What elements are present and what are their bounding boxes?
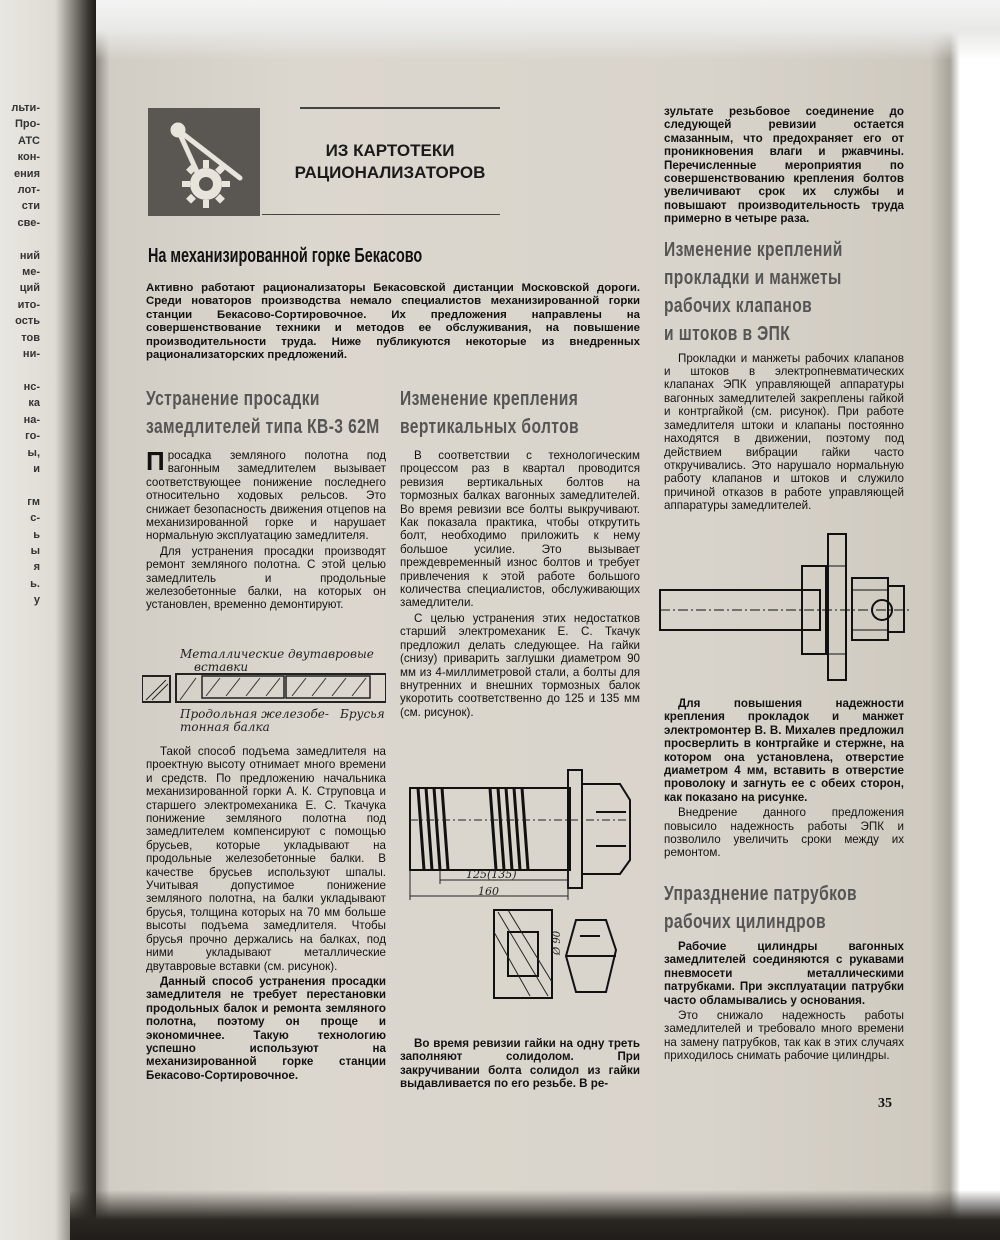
figure2-bolt-drawing	[400, 760, 640, 1020]
left-fragment-line: ито-	[17, 298, 40, 311]
left-fragment-line: лот-	[17, 184, 40, 197]
section4-paragraph-2: Это снижало надежность работы замедлителей и требовало много времени на замену патрубков, так как в этих случаях приходилось снимать рабочие цилиндры.	[664, 1008, 904, 1063]
section4-title-line1: Упразднение патрубков	[664, 882, 858, 905]
scan-bottom-edge	[70, 1190, 1000, 1240]
section3-title-line4: и штоков в ЭПК	[664, 322, 791, 345]
left-fragment-line: я	[33, 561, 40, 574]
figure3-valve-drawing	[652, 526, 912, 688]
left-fragment-line: ь	[33, 528, 40, 541]
left-fragment-line: го-	[25, 430, 40, 443]
section2-title-line2: вертикальных болтов	[400, 416, 580, 438]
section4-title-line2: рабочих цилиндров	[664, 910, 826, 933]
figure1-label-bottom-line2: тонная балка	[180, 720, 270, 734]
left-fragment-line: тов	[21, 331, 40, 344]
article-intro: Активно работают рационализаторы Бекасовской дистанции Московской дороги. Среди новаторов производства немало специалистов механизированной горки станции Бекасово-Сортировочное. Их предложения направлены на совершенствование техники и методов ее обслуживания, на повышение производительности труда. Ниже публикуются некоторые из внедренных рационализаторских предложений.	[146, 282, 640, 362]
left-fragment-line: ка	[28, 397, 40, 410]
left-fragment-line: Про-	[14, 118, 40, 131]
left-fragment-line: ний	[19, 249, 40, 262]
header-rule-top	[300, 107, 500, 109]
left-fragment-line: нс-	[23, 380, 40, 393]
left-fragment-line: и	[33, 462, 40, 475]
left-fragment-line	[2, 477, 40, 493]
left-fragment-line: АТС	[17, 134, 40, 147]
figure1-label-top	[180, 648, 374, 674]
section1-paragraph-1	[146, 446, 386, 543]
left-fragment-line: ь.	[30, 577, 40, 590]
scan-top-edge	[0, 0, 1000, 60]
column-1	[146, 385, 386, 614]
figure2-dim-3: Ø 90	[552, 930, 563, 955]
section1-paragraph-3: Такой способ подъема замедлителя на проектную высоту отнимает много времени и средств. По предложению начальника механизированной горки А. К. Струповца и старшего электромеханика Е. С. Ткачука понижение земляного полотна под замедлителем компенсируют с помощью брусьев, которые укладывают на продольные железобетонные балки. В качестве брусьев используют шпалы. Учитывая допустимое понижение земляного полотна, на балки укладывают брусья, толщина которых на 70 мм больше высоты подъема замедлителя. Чтобы брусья прочно держались на балках, под ними укладывают металлические двутавровые вставки (см. рисунок).	[146, 745, 386, 973]
left-fragment-line: гм	[27, 495, 40, 508]
section1-title-line1: Устранение просадки	[146, 388, 320, 410]
figure1-label-top-line1: Металлические двутавровые	[180, 647, 374, 661]
left-fragment-line	[2, 363, 40, 379]
section3-paragraph-1: Прокладки и манжеты рабочих клапанов и штоков в электропневматических клапанах ЭПК управляющей аппаратуры вагонных замедлителей закреплены гайкой и контргайкой (см. рисунок). При работе замедлителя штоки и клапаны постоянно находятся в движении, поэтому под действием вибрации гайки часто откручивались. Это нарушало нормальную работу клапанов и штоков и служило причиной отказов в работе управляющей аппаратуры замедлителей.	[664, 351, 904, 513]
section1-paragraph-1-text: росадка земляного полотна под вагонным замедлителем вызывает соответствующее понижение последнего относительно ходовых рельсов. Это снижает безопасность движения отцепов на механизированной горке и нарушает нормальную эксплуатацию замедлителя.	[146, 449, 386, 543]
column-2-continued	[400, 1037, 640, 1093]
section3-paragraph-2: Для повышения надежности крепления прокладок и манжет электромонтер В. В. Михалев предложил просверлить в контргайке и стержне, на котором она установлена, отверстие диаметром 4 мм, вставить в отверстие проволоку и загнуть ее с обеих сторон, как показано на рисунке.	[664, 697, 904, 804]
section1-paragraph-2: Для устранения просадки производят ремонт земляного полотна. С этой целью замедлитель и продольные железобетонные балки, на которых он установлен, временно демонтируют.	[146, 544, 386, 612]
section3-title-line2: прокладки и манжеты	[664, 266, 842, 289]
left-page-fragment	[2, 100, 40, 609]
left-fragment-line: у	[33, 594, 40, 607]
left-fragment-line: ы	[30, 544, 40, 557]
article-title: На механизированной горке Бекасово	[148, 245, 423, 267]
section-header-line1: ИЗ КАРТОТЕКИ	[325, 141, 455, 160]
left-fragment-line: льти-	[11, 102, 40, 114]
left-fragment-line: све-	[17, 216, 40, 229]
figure1-label-bottom	[180, 708, 329, 734]
left-fragment-line: сти	[21, 200, 40, 213]
figure1-label-bruski: Брусья	[340, 707, 385, 721]
left-fragment-line: ций	[19, 282, 40, 295]
section-header-line2: РАЦИОНАЛИЗАТОРОВ	[294, 163, 486, 182]
compass-gear-icon	[148, 108, 260, 216]
left-fragment-line: ы,	[27, 446, 40, 459]
column-2	[400, 385, 640, 721]
left-fragment-line: ения	[14, 167, 40, 180]
left-fragment-line: ни-	[22, 348, 40, 361]
figure1-drawing	[142, 672, 386, 706]
figure2-dim-1: 125(135)	[466, 868, 517, 881]
section4-title	[664, 880, 904, 936]
left-fragment-line: с-	[30, 512, 40, 525]
section2-paragraph-1: В соответствии с технологическим процессом раз в квартал проводится ревизия вертикальных болтов на тормозных балках вагонных замедлителей. Во время ревизии все болты выкручивают. Как показала практика, чтобы открутить болт, необходимо приложить к нему большое усилие. Это вызывает преждевременный износ болтов и требует привлечения к этой работе большого количества специалистов, обслуживающих замедлители.	[400, 449, 640, 610]
page-number: 35	[878, 1096, 892, 1111]
column-3-continued	[664, 697, 904, 1065]
section4-paragraph-1: Рабочие цилиндры вагонных замедлителей соединяются с рукавами пневмосети металлическими патрубками. При эксплуатации патрубки часто обламывались у основания.	[664, 939, 904, 1007]
dropcap: П	[146, 446, 165, 476]
column-3	[664, 105, 904, 515]
section-header	[270, 140, 510, 184]
section2-title-line1: Изменение крепления	[400, 388, 579, 410]
section3-title	[664, 236, 904, 348]
left-fragment-line: ме-	[22, 266, 40, 279]
header-rule-bottom	[262, 214, 500, 215]
figure2-dim-2: 160	[478, 885, 499, 898]
left-fragment-line: кон-	[17, 151, 40, 164]
section3-paragraph-3: Внедрение данного предложения повысило надежность работы ЭПК и позволило увеличить сроки между их ремонтом.	[664, 806, 904, 860]
left-fragment-line	[2, 231, 40, 247]
section3-title-line1: Изменение креплений	[664, 238, 843, 261]
section2-paragraph-3: Во время ревизии гайки на одну треть заполняют солидолом. При закручивании болта солидол из гайки выдавливается по его резьбе. В ре-	[400, 1037, 640, 1091]
section2-paragraph-2: С целью устранения этих недостатков старший электромеханик Е. С. Ткачук предложил делать следующее. На гайки (снизу) приварить заглушки диаметром 90 мм из 4-миллиметровой стали, а болты для внутренних и внешних тормозных балок укоротить соответственно до 125 и 135 мм (см. рисунок).	[400, 611, 640, 719]
section1-paragraph-4: Данный способ устранения просадки замедлителя не требует перестановки продольных балок и ремонта земляного полотна, поэтому он проще и экономичнее. Такую технологию успешно используют на механизированной горке станции Бекасово-Сортировочное.	[146, 974, 386, 1082]
left-fragment-line: ость	[15, 315, 40, 328]
figure1-label-top-line2: вставки	[194, 660, 249, 674]
figure1-label-bottom-line1: Продольная железобе-	[180, 707, 329, 721]
section3-title-line3: рабочих клапанов	[664, 294, 813, 317]
section2-continuation: зультате резьбовое соединение до следующей ревизии остается смазанным, что предохраняет его от проникновения влаги и ржавчины. Перечисленные мероприятия по совершенствованию крепления болтов увеличивают срок их службы и повышают производительность труда примерно в четыре раза.	[664, 105, 904, 226]
left-fragment-line: на-	[23, 413, 40, 426]
column-1-continued	[146, 745, 386, 1084]
section1-title-line2: замедлителей типа КВ-3 62М	[146, 416, 380, 438]
